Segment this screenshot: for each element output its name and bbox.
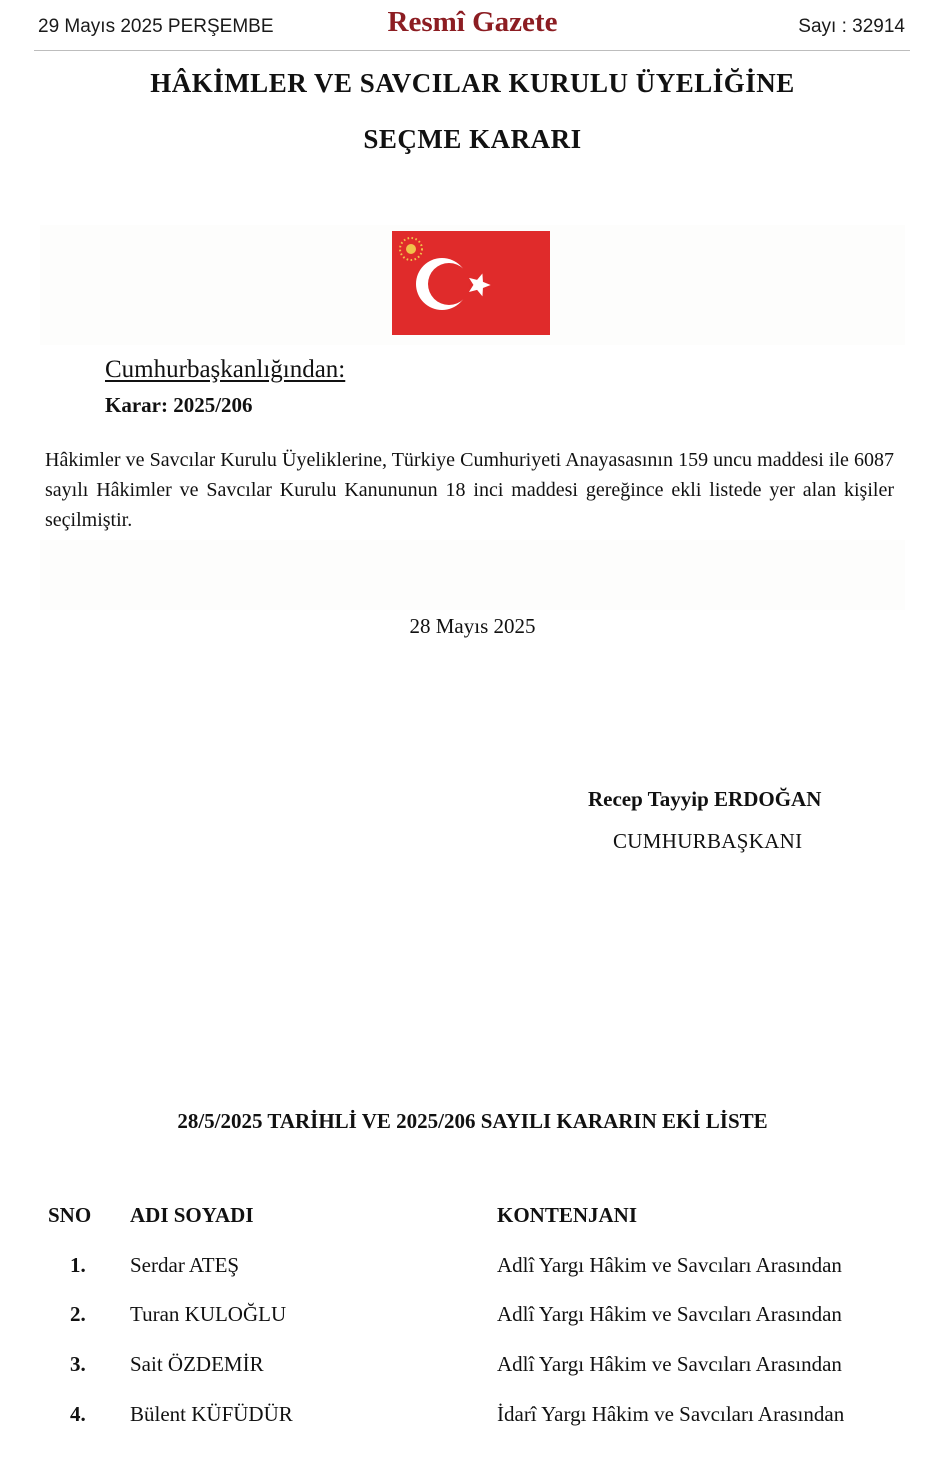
decree-body: Hâkimler ve Savcılar Kurulu Üyeliklerine, Türkiye Cumhuriyeti Anayasasının 159 uncu maddesi ile 6087 sayılı Hâkimler ve Savcılar Kurulu Kanununun 18 inci maddesi gereğince ekli listede yer alan kişiler seçilmiştir. xyxy=(45,449,894,531)
column-header-name: ADI SOYADI xyxy=(130,1203,254,1227)
table-row xyxy=(0,1253,945,1303)
gazette-name: Resmî Gazete xyxy=(387,6,558,38)
signatory-title: CUMHURBAŞKANI xyxy=(613,829,803,853)
table-row xyxy=(0,1302,945,1352)
row-sno: 2. xyxy=(70,1302,86,1326)
document-title-line1: HÂKİMLER VE SAVCILAR KURULU ÜYELİĞİNE xyxy=(150,68,795,98)
row-quota: Adlî Yargı Hâkim ve Savcıları Arasından xyxy=(497,1253,842,1277)
decision-number: Karar: 2025/206 xyxy=(105,393,253,417)
row-quota: Adlî Yargı Hâkim ve Savcıları Arasından xyxy=(497,1352,842,1376)
document-title-line2: SEÇME KARARI xyxy=(363,124,582,154)
text-band xyxy=(40,540,905,610)
row-name: Serdar ATEŞ xyxy=(130,1253,240,1277)
row-name: Bülent KÜFÜDÜR xyxy=(130,1402,293,1426)
row-quota: İdarî Yargı Hâkim ve Savcıları Arasından xyxy=(497,1402,845,1426)
row-quota: Adlî Yargı Hâkim ve Savcıları Arasından xyxy=(497,1302,842,1326)
row-sno: 3. xyxy=(70,1352,86,1376)
row-sno: 1. xyxy=(70,1253,86,1277)
table-row xyxy=(0,1402,945,1452)
column-header-quota: KONTENJANI xyxy=(497,1203,638,1227)
issuing-authority: Cumhurbaşkanlığından: xyxy=(105,356,346,383)
column-header-sno: SNO xyxy=(48,1203,92,1227)
turkish-flag-icon xyxy=(392,231,550,335)
gazette-date: 29 Mayıs 2025 PERŞEMBE xyxy=(38,16,274,37)
row-name: Sait ÖZDEMİR xyxy=(130,1352,264,1376)
row-name: Turan KULOĞLU xyxy=(130,1302,287,1326)
signatory-name: Recep Tayyip ERDOĞAN xyxy=(588,787,822,811)
table-row xyxy=(0,1352,945,1402)
issue-number: Sayı : 32914 xyxy=(798,16,905,37)
row-sno: 4. xyxy=(70,1402,86,1426)
annex-title: 28/5/2025 TARİHLİ VE 2025/206 SAYILI KARARIN EKİ LİSTE xyxy=(177,1109,768,1133)
header-divider xyxy=(34,50,910,51)
decree-date: 28 Mayıs 2025 xyxy=(409,614,536,638)
